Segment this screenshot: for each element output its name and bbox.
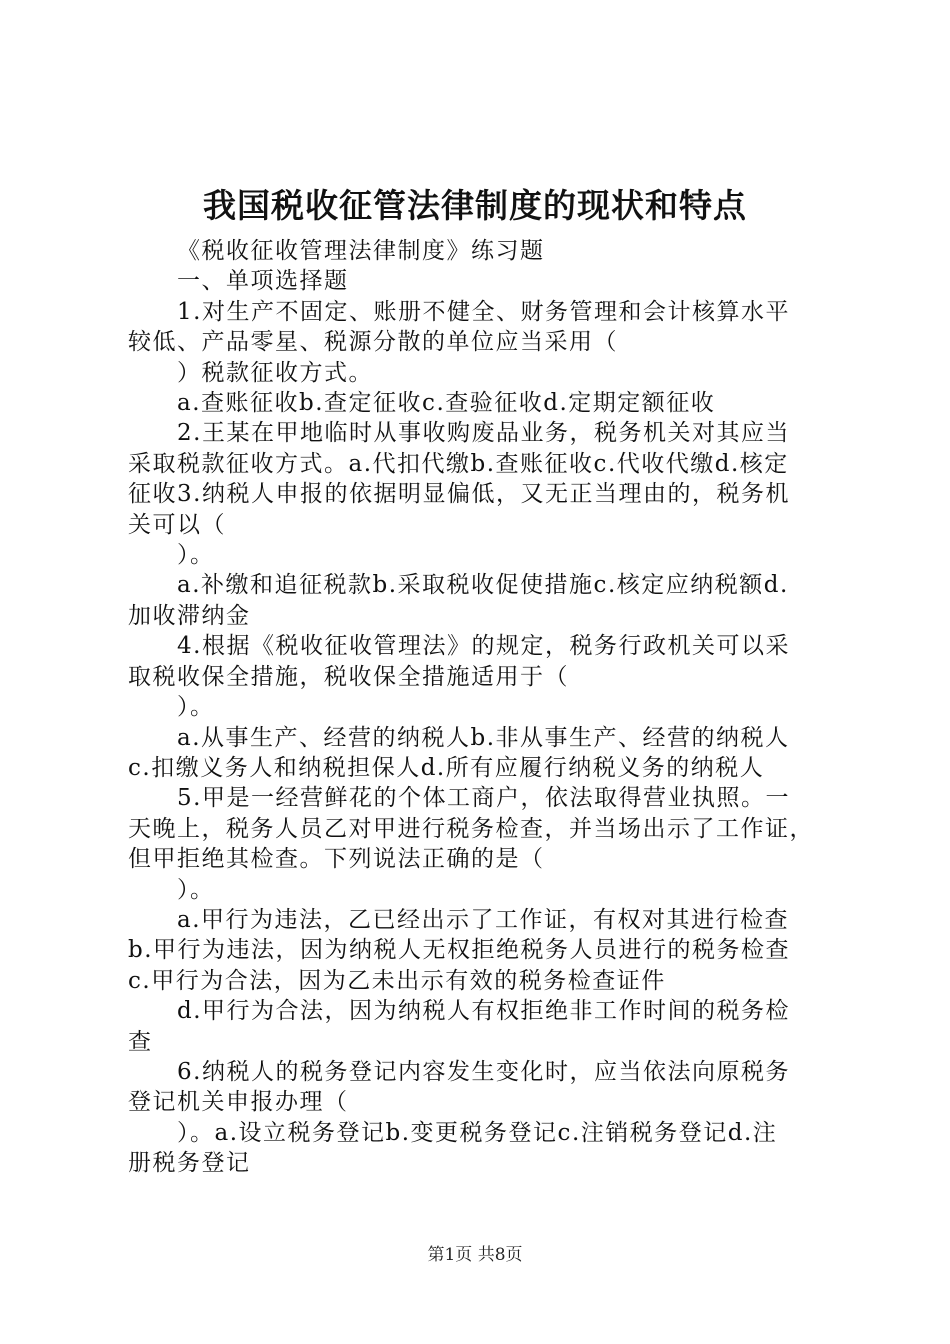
text-line: 4.根据《税收征收管理法》的规定，税务行政机关可以采 [177,633,790,660]
text-line: 征收3.纳税人申报的依据明显偏低，又无正当理由的，税务机 [128,481,790,508]
text-line: 1.对生产不固定、账册不健全、财务管理和会计核算水平 [177,298,790,325]
text-line: 查 [128,1028,153,1055]
text-line: ）税款征收方式。 [177,359,373,386]
text-line: 册税务登记 [128,1150,251,1177]
text-line: c.甲行为合法，因为乙未出示有效的税务检查证件 [128,967,666,994]
text-line: 5.甲是一经营鲜花的个体工商户，依法取得营业执照。一 [177,785,790,812]
page-footer: 第1页 共8页 [427,1245,523,1265]
text-line: 加收滞纳金 [128,602,251,629]
text-line: c.扣缴义务人和纳税担保人d.所有应履行纳税义务的纳税人 [128,754,765,781]
text-line: a.补缴和追征税款b.采取税收促使措施c.核定应纳税额d. [177,572,789,599]
text-line: ）。a.设立税务登记b.变更税务登记c.注销税务登记d.注 [177,1119,778,1146]
text-line: ）。 [177,694,215,721]
text-line: ）。 [177,542,215,569]
text-line: 一、单项选择题 [177,268,349,295]
text-line: 登记机关申报办理（ [128,1089,349,1116]
text-line: 取税收保全措施，税收保全措施适用于（ [128,663,569,690]
text-line: b.甲行为违法，因为纳税人无权拒绝税务人员进行的税务检查 [128,937,791,964]
text-line: 较低、产品零星、税源分散的单位应当采用（ [128,329,618,356]
text-line: 2.王某在甲地临时从事收购废品业务，税务机关对其应当 [177,420,790,447]
text-line: 天晚上，税务人员乙对甲进行税务检查，并当场出示了工作证， [128,815,814,842]
document-body [128,236,834,1179]
document-title: 我国税收征管法律制度的现状和特点 [203,186,747,225]
text-line: ）。 [177,876,215,903]
text-line: a.查账征收b.查定征收c.查验征收d.定期定额征收 [177,390,716,417]
text-line: 《税收征收管理法律制度》练习题 [177,238,545,264]
text-line: 关可以（ [128,511,226,538]
text-line: 采取税款征收方式。a.代扣代缴b.查账征收c.代收代缴d.核定 [128,450,789,477]
text-line: 但甲拒绝其检查。下列说法正确的是（ [128,846,545,873]
text-line: 6.纳税人的税务登记内容发生变化时，应当依法向原税务 [177,1058,790,1085]
text-line: a.从事生产、经营的纳税人b.非从事生产、经营的纳税人 [177,724,790,751]
text-line: a.甲行为违法，乙已经出示了工作证，有权对其进行检查 [177,906,790,933]
text-line: d.甲行为合法，因为纳税人有权拒绝非工作时间的税务检 [177,998,791,1025]
